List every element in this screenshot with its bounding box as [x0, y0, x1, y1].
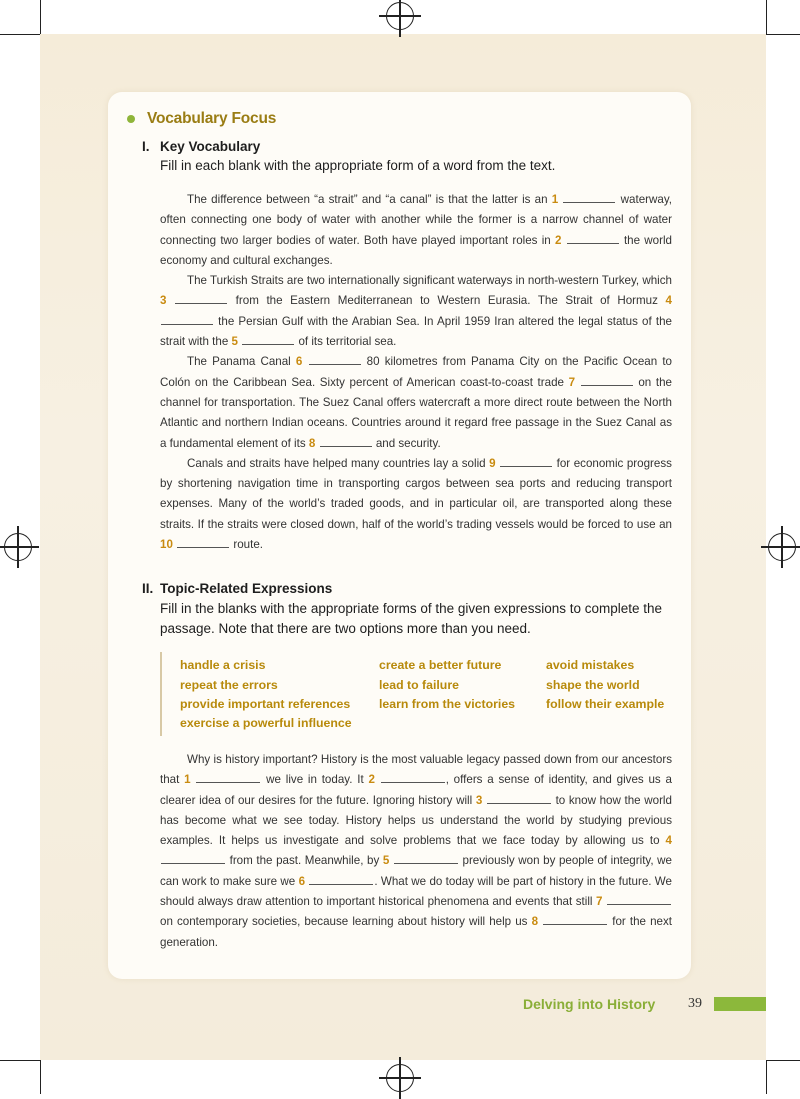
expression-option: handle a crisis	[180, 658, 266, 672]
footer-color-bar	[714, 997, 766, 1011]
part1-title: Key Vocabulary	[160, 139, 261, 154]
paragraph: Canals and straits have helped many countries lay a solid 9 for economic progress by shortening navigation time in transporting cargos between sea ports and reducing transport expenses. Many of the world’s traded goods, and in particular oil, are transported along these straits. If the straits were closed down, half of the world’s trading vessels would be forced to use an 10 route.	[160, 454, 672, 555]
paragraph: The difference between “a strait” and “a canal” is that the latter is an 1 waterway, often connecting one body of water with another while the former is a narrow channel of water connecting two larger bodies of water. Both have played important roles in 2 the world economy and cultural exchanges.	[160, 190, 672, 271]
expression-option: repeat the errors	[180, 678, 278, 692]
blank-number: 10	[160, 538, 173, 552]
blank-number: 2	[555, 233, 562, 247]
registration-mark	[4, 533, 32, 561]
blank	[487, 791, 551, 804]
blank	[543, 912, 607, 925]
part2-instruction: Fill in the blanks with the appropriate forms of the given expressions to complete the passage. Note that there are two options more than you need.	[160, 601, 663, 636]
part1-instruction: Fill in each blank with the appropriate form of a word from the text.	[160, 158, 556, 173]
blank	[196, 770, 260, 783]
part2-title: Topic-Related Expressions	[160, 581, 333, 596]
blank	[177, 535, 229, 548]
expression-option: learn from the victories	[379, 697, 515, 711]
paragraph: The Turkish Straits are two internationally significant waterways in north-western Turkey, which 3 from the Eastern Mediterranean to Western Eurasia. The Strait of Hormuz 4 the Persian Gulf with the Arabian Sea. In April 1959 Iran altered the legal status of the strait with the 5 of its territorial sea.	[160, 274, 672, 349]
blank	[309, 352, 361, 365]
blank-number: 4	[665, 294, 672, 308]
expression-word-box	[160, 652, 682, 736]
blank-number: 1	[551, 193, 559, 206]
part1-passage	[160, 190, 672, 555]
expression-option: avoid mistakes	[546, 658, 635, 672]
blank-number: 8	[308, 436, 316, 450]
part1-number: I.	[142, 139, 150, 154]
crop-mark	[0, 34, 40, 35]
blank-number: 4	[665, 834, 672, 848]
crop-mark	[766, 34, 800, 35]
registration-mark	[386, 1064, 414, 1092]
footer-title: Delving into History	[523, 996, 656, 1012]
crop-mark	[766, 1060, 800, 1061]
paragraph: The Panama Canal 6 80 kilometres from Panama City on the Pacific Ocean to Colón on the Caribbean Sea. Sixty percent of American coast-to-coast trade 7 on the channel for transportation. The Suez Canal offers watercraft a more direct route between the North Atlantic and northern Indian oceans. Countries around it regard free passage in the Suez Canal as a fundamental element of its 8 and security.	[160, 352, 672, 453]
expression-option: shape the world	[546, 678, 640, 692]
blank	[320, 434, 372, 447]
blank-number: 5	[382, 854, 390, 868]
expression-option: exercise a powerful influence	[180, 716, 352, 730]
blank-number: 6	[298, 874, 306, 888]
blank-number: 3	[475, 793, 483, 807]
part1-heading	[142, 139, 260, 154]
crop-mark	[766, 0, 767, 34]
blank	[161, 851, 225, 864]
section-heading	[127, 110, 276, 128]
part2-passage	[160, 750, 672, 953]
blank	[161, 312, 213, 325]
crop-mark	[40, 0, 41, 34]
registration-mark	[386, 2, 414, 30]
paragraph: Why is history important? History is the most valuable legacy passed down from our ancestors that 1 we live in today. It 2 , offers a sense of identity, and gives us a clearer idea of our desires for the future. Ignoring history will 3 to know how the world has become what we see today. History helps us understand the world by studying previous examples. It helps us investigate and solve problems that we face today by allowing us to 4 from the past. Meanwhile, by 5 previously won by people of integrity, we can work to make sure we 6 . What we do today will be part of history in the future. We should always draw attention to important historical phenomena and events that still 7 on contemporary societies, because learning about history will help us 8 for the next generation.	[160, 753, 672, 949]
blank-number: 9	[489, 456, 496, 470]
crop-mark	[766, 1060, 767, 1094]
crop-mark	[0, 1060, 40, 1061]
blank	[567, 231, 619, 244]
blank	[309, 872, 373, 885]
blank	[242, 332, 294, 345]
expression-option: lead to failure	[379, 678, 459, 692]
expression-option: follow their example	[546, 697, 665, 711]
blank	[607, 892, 671, 905]
blank-number: 2	[368, 773, 375, 787]
registration-mark	[768, 533, 796, 561]
blank	[394, 851, 458, 864]
blank	[381, 770, 445, 783]
expression-option: provide important references	[180, 697, 351, 711]
crop-mark	[40, 1060, 41, 1094]
blank-number: 3	[160, 294, 167, 308]
part2-number: II.	[142, 581, 154, 596]
blank-number: 1	[184, 773, 191, 787]
page-number: 39	[688, 996, 702, 1011]
blank	[175, 291, 227, 304]
blank	[500, 454, 552, 467]
part2-heading	[142, 581, 332, 596]
blank	[563, 190, 615, 203]
blank-number: 7	[568, 375, 576, 389]
blank	[581, 373, 633, 386]
blank-number: 6	[295, 355, 303, 369]
blank-number: 5	[231, 335, 238, 349]
section-title: Vocabulary Focus	[147, 110, 277, 127]
expression-option: create a better future	[379, 658, 502, 672]
blank-number: 8	[531, 915, 539, 929]
bullet-icon	[127, 115, 135, 123]
blank-number: 7	[596, 895, 603, 909]
